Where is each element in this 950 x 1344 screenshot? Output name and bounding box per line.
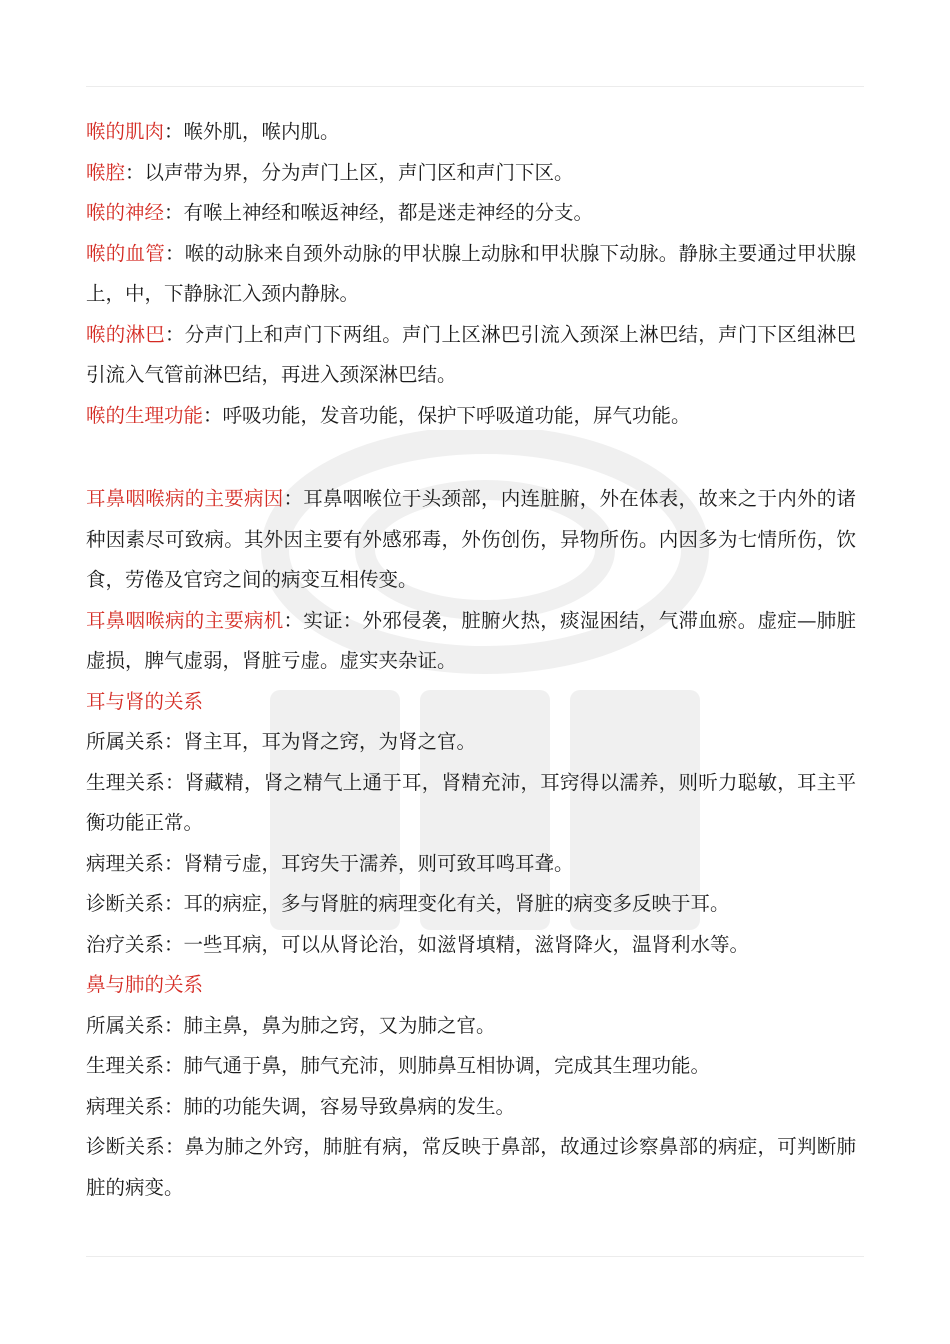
document-body [86,112,856,1208]
paragraph [86,193,856,234]
term-separator: ： [283,608,304,632]
paragraph-text: 病理关系：肺的功能失调，容易导致鼻病的发生。 [86,1094,516,1118]
section-gap [86,436,856,479]
paragraph-text: 诊断关系：鼻为肺之外窍，肺脏有病，常反映于鼻部，故通过诊察鼻部的病症，可判断肺脏的病变。 [86,1135,856,1199]
paragraph [86,153,856,194]
paragraph [86,925,856,966]
paragraph [86,479,856,601]
paragraph-text: 喉外肌，喉内肌。 [183,120,340,143]
paragraph [86,844,856,885]
paragraph [86,1087,856,1128]
paragraph-text: 喉的动脉来自颈外动脉的甲状腺上动脉和甲状腺下动脉。静脉主要通过甲状腺上，中，下静脉汇入颈内静脉。 [86,241,856,305]
paragraph [86,112,856,153]
paragraph-text: 生理关系：肺气通于鼻，肺气充沛，则肺鼻互相协调，完成其生理功能。 [86,1054,711,1077]
term-label: 喉腔 [86,160,126,184]
paragraph-text: 治疗关系：一些耳病，可以从肾论治，如滋肾填精，滋肾降火，温肾利水等。 [86,932,750,956]
section-heading [86,965,856,1006]
header-divider [86,86,864,87]
term-label: 耳鼻咽喉病的主要病因 [86,487,284,510]
paragraph [86,601,856,682]
paragraph [86,1006,856,1047]
paragraph-text: 诊断关系：耳的病症，多与肾脏的病理变化有关，肾脏的病变多反映于耳。 [86,892,730,915]
paragraph-text: 病理关系：肾精亏虚，耳窍失于濡养，则可致耳鸣耳聋。 [86,851,574,875]
term-label: 鼻与肺的关系 [86,973,204,996]
paragraph-text: 分声门上和声门下两组。声门上区淋巴引流入颈深上淋巴结，声门下区组淋巴引流入气管前淋巴结，再进入颈深淋巴结。 [86,322,856,386]
paragraph [86,884,856,925]
paragraph-text: 所属关系：肾主耳，耳为肾之窍，为肾之官。 [86,730,477,753]
section-heading [86,682,856,723]
term-label: 喉的淋巴 [86,322,165,346]
term-label: 喉的肌肉 [86,120,165,143]
term-separator: ： [165,322,185,346]
term-label: 耳与肾的关系 [86,689,204,713]
paragraph-text: 呼吸功能，发音功能，保护下呼吸道功能，屏气功能。 [222,403,691,427]
term-label: 喉的神经 [86,201,165,224]
paragraph-text: 耳鼻咽喉位于头颈部，内连脏腑，外在体表，故来之于内外的诸种因素尽可致病。其外因主要有外感邪毒，外伤创伤，异物所伤。内因多为七情所伤，饮食，劳倦及官窍之间的病变互相传变。 [86,487,856,591]
paragraph [86,315,856,396]
term-separator: ： [164,201,184,224]
term-separator: ： [164,120,184,143]
paragraph [86,763,856,844]
paragraph [86,1046,856,1087]
paragraph-text: 以声带为界，分为声门上区，声门区和声门下区。 [144,160,574,184]
term-separator: ： [125,160,145,184]
term-label: 喉的生理功能 [86,403,204,427]
term-separator: ： [283,487,304,510]
paragraph [86,396,856,437]
term-separator: ： [165,241,185,265]
paragraph [86,234,856,315]
term-label: 耳鼻咽喉病的主要病机 [86,608,284,632]
term-label: 喉的血管 [86,241,165,265]
paragraph [86,722,856,763]
paragraph-text: 生理关系：肾藏精，肾之精气上通于耳，肾精充沛，耳窍得以濡养，则听力聪敏，耳主平衡功能正常。 [86,770,856,834]
paragraph-text: 实证：外邪侵袭，脏腑火热，痰湿困结，气滞血瘀。虚症—肺脏虚损，脾气虚弱，肾脏亏虚。虚实夹杂证。 [86,608,856,672]
footer-divider [86,1256,864,1257]
term-separator: ： [203,403,223,427]
paragraph-text: 所属关系：肺主鼻，鼻为肺之窍，又为肺之官。 [86,1013,496,1037]
paragraph [86,1127,856,1208]
paragraph-text: 有喉上神经和喉返神经，都是迷走神经的分支。 [183,201,594,224]
